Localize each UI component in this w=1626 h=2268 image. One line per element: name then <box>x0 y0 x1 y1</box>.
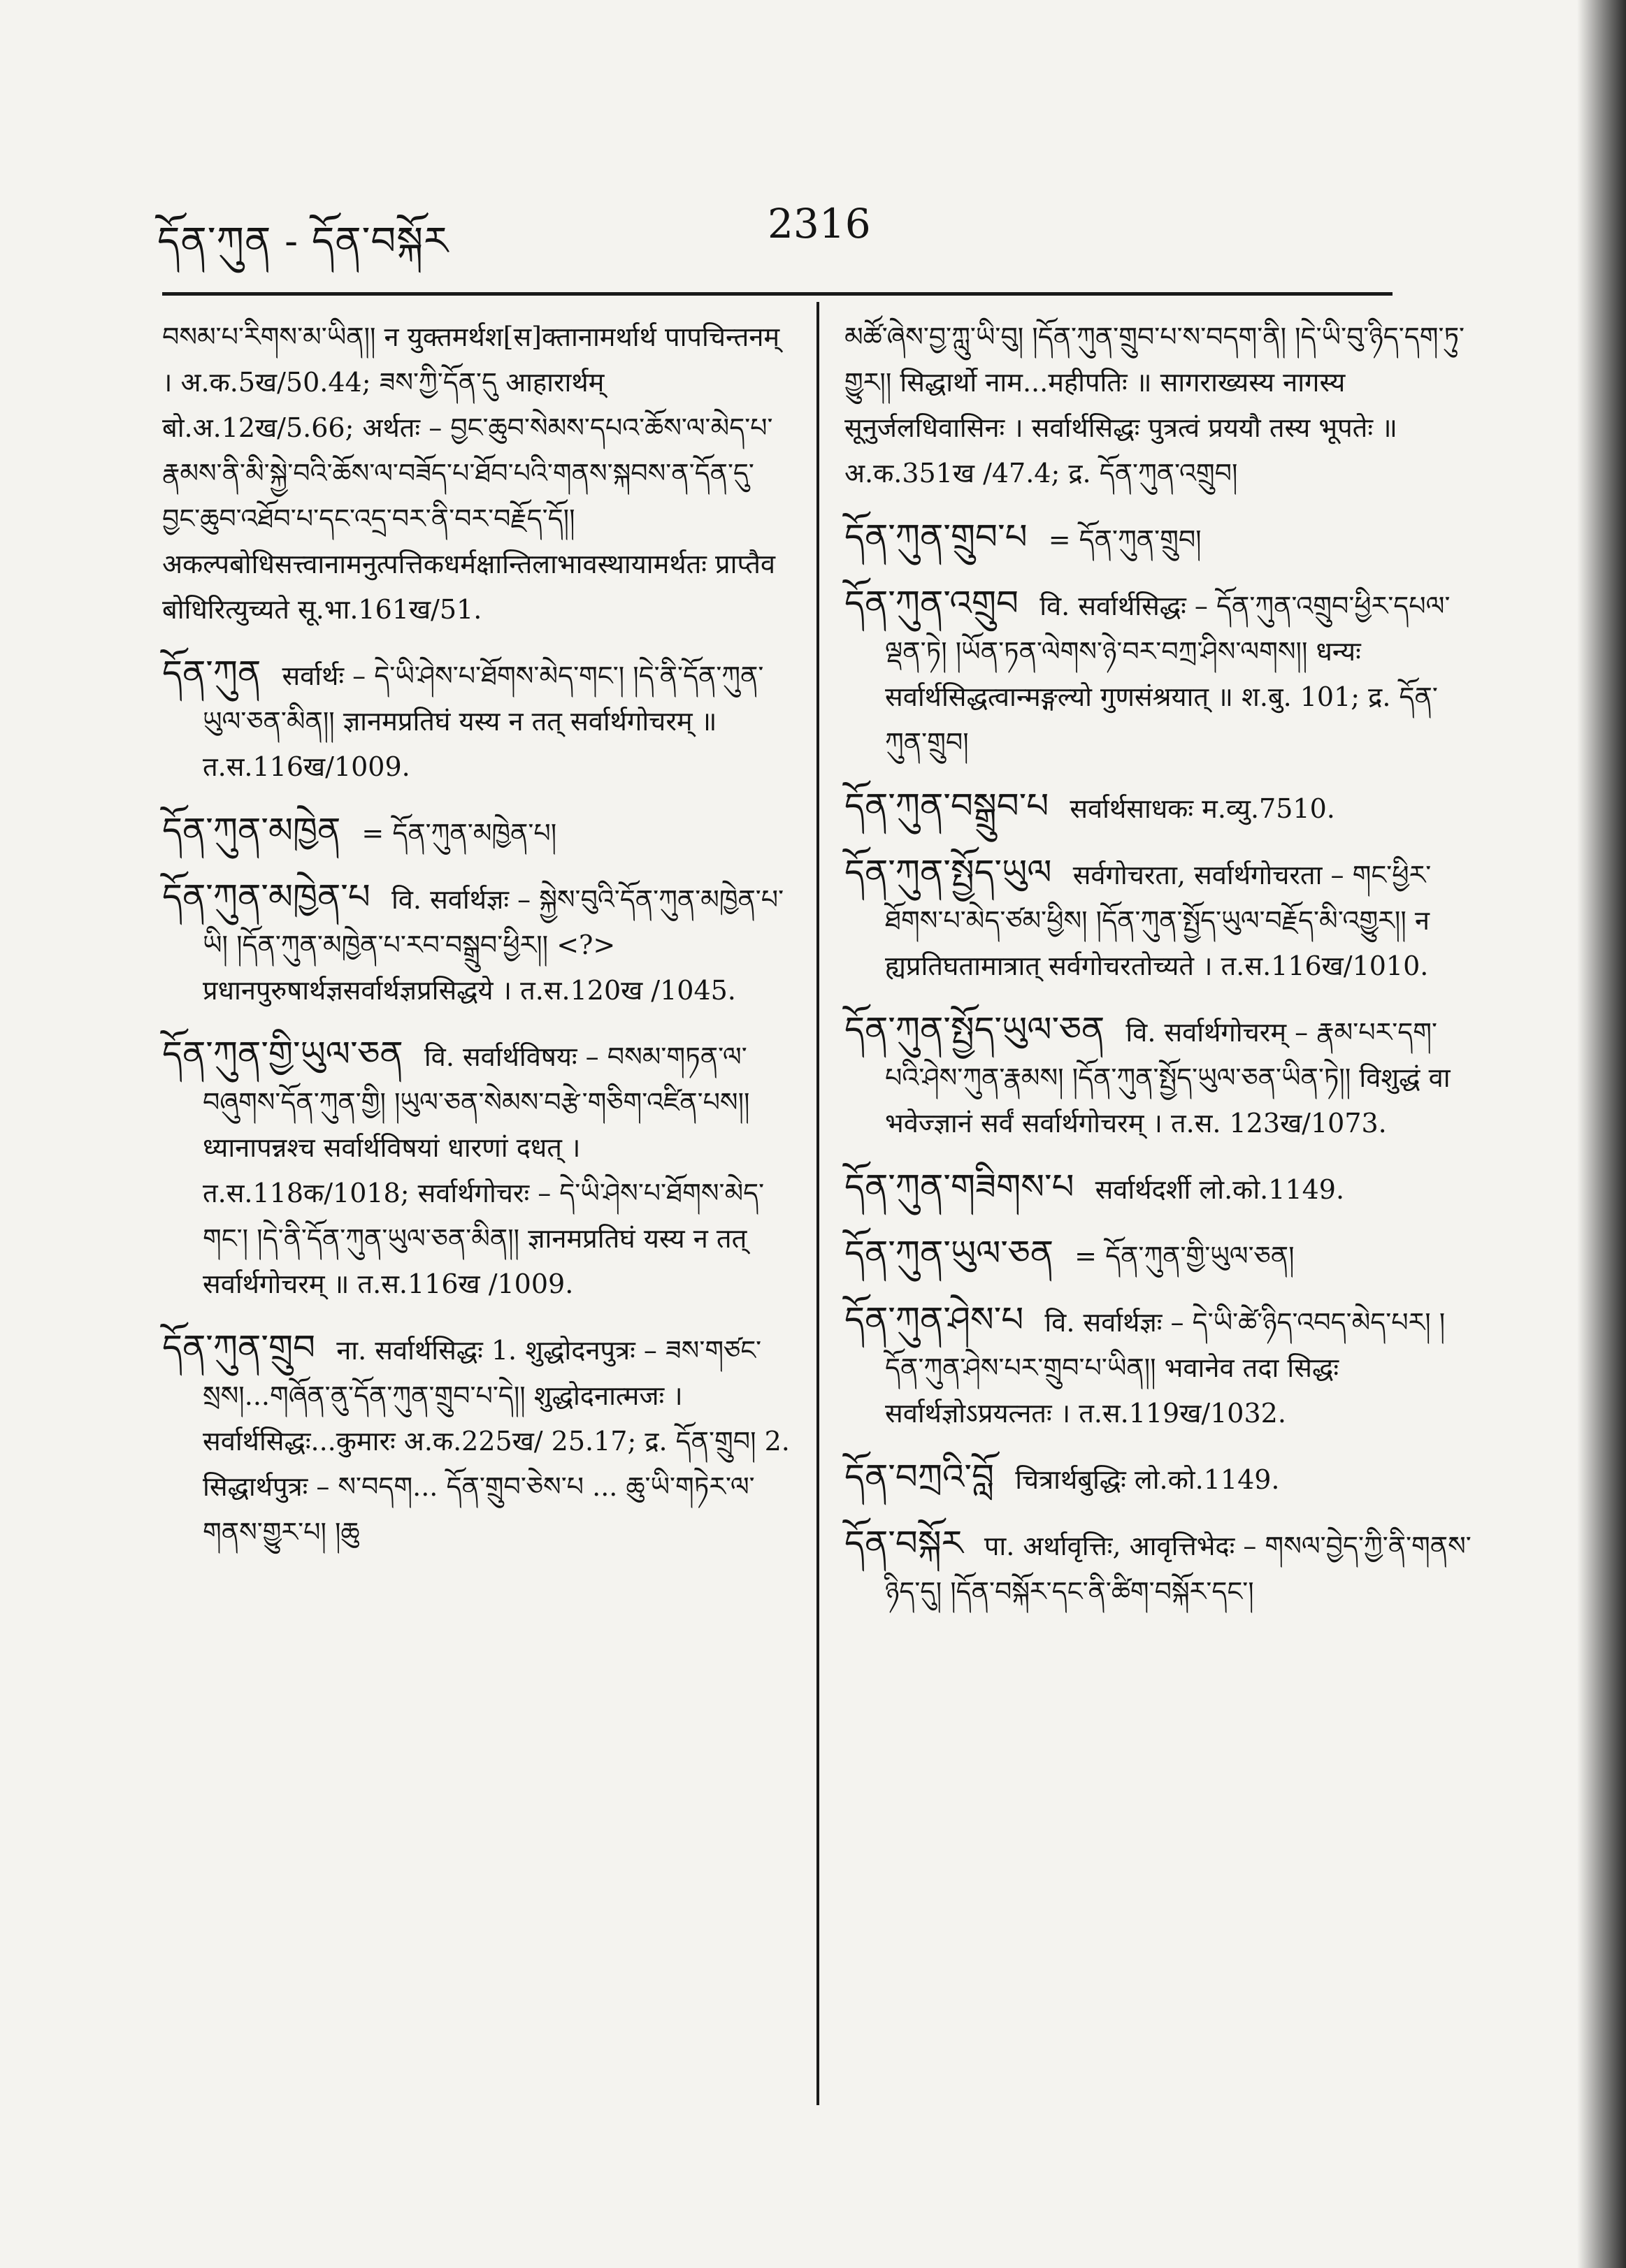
entry-headword: དོན་ཀུན་གྱི་ཡུལ་ཅན <box>162 1034 403 1074</box>
entry-text: सर्वार्थदर्शी लो.को.1149. <box>1095 1174 1345 1205</box>
entry-headword: དོན་ཀུན་སྤྱོད་ཡུལ་ཅན <box>844 1009 1105 1050</box>
entry-headword: དོན་ཀུན་མཁྱེན <box>162 810 341 851</box>
entry-text: सर्वार्थः – དེ་ཡི་ཤེས་པ་ཐོགས་མེད་གང་། །དེ་ནི་དོན་ཀུན་ཡུལ་ཅན་མིན།། ज्ञानमप्रतिघं यस्य न तत् सर्वार्थगोचरम् ॥ त.स.116ख/1009. <box>203 660 764 782</box>
entry-headword: དོན་ཀུན <box>162 653 261 693</box>
right-column <box>844 315 1474 1633</box>
entry-headword: དོན་ཀུན་མཁྱེན་པ <box>162 876 370 917</box>
entry-text: सर्वार्थसाधकः म.व्यु.7510. <box>1070 793 1335 824</box>
entry-text: ना. सर्वार्थसिद्धः 1. शुद्धोदनपुत्रः – ཟས་གཙང་སྲས།...གཞོན་ནུ་དོན་ཀུན་གྲུབ་པ་དེ།། शुद्धोदनात्मजः । सर्वार्थसिद्धः...कुमारः अ.क.225ख/ 25.17; द्र. དོན་གྲུབ། 2. सिद्धार्थपुत्रः – ས་བདག... དོན་གྲུབ་ཅེས་པ ... ཆུ་ཡི་གཏེར་ལ་གནས་གྱུར་པ། །ཆུ <box>203 1335 790 1547</box>
dictionary-entry <box>162 874 791 1013</box>
entry-text: वि. सर्वार्थगोचरम् – རྣམ་པར་དག་པའི་ཤེས་ཀུན་རྣམས། །དོན་ཀུན་སྤྱོད་ཡུལ་ཅན་ཡིན་ཏེ།། विशुद्धं वा भवेज्ज्ञानं सर्वं सर्वार्थगोचरम् । त.स. 123ख/1073. <box>885 1017 1451 1139</box>
entry-headword: དོན་ཀུན་གཟིགས་པ <box>844 1166 1074 1207</box>
entry-headword: དོན་ཀུན་བསྒྲུབ་པ <box>844 786 1049 826</box>
entry-text: सर्वगोचरता, सर्वार्थगोचरता – གང་ཕྱིར་ཐོགས་པ་མེད་ཙམ་ཕྱིས། །དོན་ཀུན་སྤྱོད་ཡུལ་བརྗོད་མི་འགྱུར།། न ह्यप्रतिघतामात्रात् सर्वगोचरतोच्यते । त.स.116ख/1010. <box>885 860 1432 981</box>
dictionary-entry <box>844 1297 1474 1436</box>
entry-headword: དོན་ཀུན་ཤེས་པ <box>844 1299 1024 1340</box>
entry-headword: དོན་ཀུན་སྤྱོད་ཡུལ <box>844 852 1052 893</box>
entry-headword: དོན་ཀུན་གྲུབ་པ <box>844 517 1028 557</box>
entry-text: = དོན་ཀུན་གྲུབ། <box>1048 524 1202 555</box>
dictionary-entry <box>844 1454 1474 1503</box>
entry-text: वि. सर्वार्थविषयः – བསམ་གཏན་ལ་བཞུགས་དོན་ཀུན་གྱི། །ཡུལ་ཅན་སེམས་བརྩེ་གཅིག་འཛིན་པས།། ध्यानापन्नश्च सर्वार्थविषयां धारणां दधत् । त.स.118क/1018; सर्वार्थगोचरः – དེ་ཡི་ཤེས་པ་ཐོགས་མེད་གང་། །དེ་ནི་དོན་ཀུན་ཡུལ་ཅན་མིན།། ज्ञानमप्रतिघं यस्य न तत् सर्वार्थगोचरम् ॥ त.स.116ख /1009. <box>203 1041 765 1299</box>
entry-text: वि. सर्वार्थसिद्धः – དོན་ཀུན་འགྲུབ་ཕྱིར་དཔལ་ལྡན་ཏེ། །ཡོན་ཏན་ལེགས་ཉེ་བར་བཀྲ་ཤིས་ལགས།། धन्यः सर्वार्थसिद्धत्वान्मङ्गल्यो गुणसंश्रयात् ॥ श.बु. 101; द्र. དོན་ཀུན་གྲུབ། <box>885 591 1451 758</box>
entry-headword: དོན་བཀྲའི་བློ <box>844 1457 995 1497</box>
dictionary-entry <box>844 1231 1474 1279</box>
dictionary-entry <box>844 581 1474 765</box>
entry-text: चित्रार्थबुद्धिः लो.को.1149. <box>1015 1464 1280 1495</box>
header-rule <box>162 292 1393 296</box>
entry-text: वि. सर्वार्थज्ञः – སྐྱེས་བུའི་དོན་ཀུན་མཁྱེན་པ་ཡི། །དོན་ཀུན་མཁྱེན་པ་རབ་བསྒྲུབ་ཕྱིར།། <?> प्रधानपुरुषार्थज्ञसर्वार्थज्ञप्रसिद्धये । त.स.120ख /1045. <box>203 884 784 1006</box>
dictionary-entry <box>162 315 791 633</box>
dictionary-entry <box>844 1007 1474 1146</box>
dictionary-entry <box>844 1164 1474 1213</box>
entry-headword: དོན་ཀུན་གྲུབ <box>162 1327 316 1368</box>
entry-text: वि. सर्वार्थज्ञः – དེ་ཡི་ཚེ་ཉིད་འབད་མེད་པར། །དོན་ཀུན་ཤེས་པར་གྲུབ་པ་ཡིན།། भवानेव तदा सिद्धः सर्वार्थज्ञोऽप्रयत्नतः । त.स.119ख/1032. <box>885 1307 1446 1429</box>
dictionary-entry <box>162 1032 791 1307</box>
entry-text: མཚོ་ཞེས་བྱ་ཀླུ་ཡི་བུ། །དོན་ཀུན་གྲུབ་པ་ས་བདག་ནི། །དེ་ཡི་བུ་ཉིད་དག་ཏུ་གྱུར།། सिद्धार्थो नाम...महीपतिः ॥ सागराख्यस्य नागस्य सूनुर्जलधिवासिनः । सर्वार्थसिद्धः पुत्रत्वं प्रययौ तस्य भूपतेः ॥ अ.क.351ख /47.4; द्र. དོན་ཀུན་འགྲུབ། <box>844 322 1465 489</box>
column-divider <box>816 302 819 2105</box>
dictionary-entry <box>844 514 1474 563</box>
entry-text: = དོན་ཀུན་གྱི་ཡུལ་ཅན། <box>1074 1241 1295 1271</box>
entry-text: पा. अर्थावृत्तिः, आवृत्तिभेदः – གསལ་བྱེད་ཀྱི་ནི་གནས་ཉིད་དུ། །དོན་བསྐོར་དང་ནི་ཚིག་བསྐོར་དང་། <box>885 1531 1472 1607</box>
entry-headword: དོན་བསྐོར <box>844 1523 963 1563</box>
entry-headword: དོན་ཀུན་ཡུལ་ཅན <box>844 1233 1054 1273</box>
dictionary-entry <box>844 1521 1474 1615</box>
running-head: དོན་ཀུན - དོན་བསྐོར <box>157 219 449 264</box>
entry-text: བསམ་པ་རིགས་མ་ཡིན།། न युक्तमर्थश[स]क्तानामर्थार्थ पापचिन्तनम् । अ.क.5ख/50.44; ཟས་ཀྱི་དོན་དུ आहारार्थम् बो.अ.12ख/5.66; अर्थतः – བྱང་ཆུབ་སེམས་དཔའ་ཆོས་ལ་མེད་པ་རྣམས་ནི་མི་སྐྱེ་བའི་ཆོས་ལ་བཟོད་པ་ཐོབ་པའི་གནས་སྐབས་ན་དོན་དུ་བྱང་ཆུབ་འཐོབ་པ་དང་འདྲ་བར་ནི་བར་བརྗོད་དོ།། अकल्पबोधिसत्त्वानामनुत्पत्तिकधर्मक्षान्तिलाभावस्थायामर्थतः प्राप्तैव बोधिरित्युच्यते सू.भा.161ख/51. <box>162 322 780 625</box>
page-number: 2316 <box>768 200 871 247</box>
dictionary-entry <box>844 315 1474 496</box>
dictionary-entry <box>844 783 1474 832</box>
dictionary-entry <box>844 850 1474 989</box>
left-column <box>162 315 791 1573</box>
dictionary-entry <box>162 808 791 856</box>
entry-headword: དོན་ཀུན་འགྲུབ <box>844 583 1019 623</box>
entry-text: = དོན་ཀུན་མཁྱེན་པ། <box>361 818 557 848</box>
scan-edge-shadow <box>1577 0 1626 2268</box>
dictionary-entry <box>162 1325 791 1555</box>
dictionary-entry <box>162 651 791 790</box>
